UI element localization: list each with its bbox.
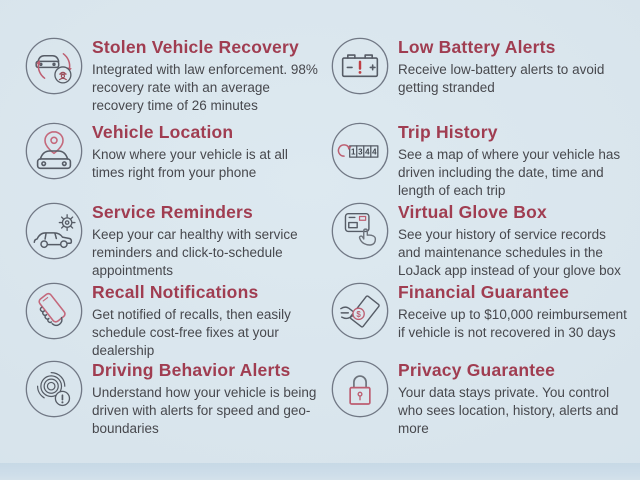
feature-title: Stolen Vehicle Recovery xyxy=(92,37,299,57)
feature-grid xyxy=(24,36,632,459)
feature-recall-notifications xyxy=(24,281,330,359)
feature-privacy-guarantee xyxy=(330,359,632,459)
feature-description: Receive up to $10,000 reimbursement if vehicle is not recovered in 30 days xyxy=(398,307,627,340)
feature-title: Financial Guarantee xyxy=(398,282,570,302)
feature-description: See a map of where your vehicle has driven including the date, time and length of each trip xyxy=(398,147,621,198)
feature-description: Your data stays private. You control who sees location, history, alerts and more xyxy=(398,385,619,436)
service-reminders-icon xyxy=(24,201,84,261)
bottom-band xyxy=(0,463,640,480)
odometer-digit: 3 xyxy=(358,147,363,157)
feature-title: Privacy Guarantee xyxy=(398,360,556,380)
feature-title: Virtual Glove Box xyxy=(398,202,547,222)
driving-behavior-alerts-icon xyxy=(24,359,84,419)
feature-virtual-glove-box xyxy=(330,201,632,281)
odometer-digit: 4 xyxy=(365,147,370,157)
trip-history-icon xyxy=(330,121,390,181)
feature-title: Trip History xyxy=(398,122,498,142)
virtual-glove-box-icon xyxy=(330,201,390,261)
feature-description: Get notified of recalls, then easily schedule cost-free fixes at your dealership xyxy=(92,307,291,358)
feature-title: Service Reminders xyxy=(92,202,253,222)
feature-financial-guarantee xyxy=(330,281,632,359)
feature-title: Recall Notifications xyxy=(92,282,259,302)
odometer-digit: 4 xyxy=(372,147,377,157)
odometer-digit: 1 xyxy=(351,147,356,157)
feature-description: Keep your car healthy with service reminders and click-to-schedule appointments xyxy=(92,227,298,278)
financial-guarantee-icon xyxy=(330,281,390,341)
feature-description: Understand how your vehicle is being driven with alerts for speed and geo-boundaries xyxy=(92,385,317,436)
feature-description: Integrated with law enforcement. 98% recovery rate with an average recovery time of 26 minutes xyxy=(92,62,318,113)
feature-low-battery-alerts xyxy=(330,36,632,121)
feature-vehicle-location xyxy=(24,121,330,201)
feature-description: See your history of service records and maintenance schedules in the LoJack app instead of your glove box xyxy=(398,227,621,278)
recall-notifications-icon xyxy=(24,281,84,341)
stolen-vehicle-recovery-icon xyxy=(24,36,84,96)
feature-stolen-vehicle-recovery xyxy=(24,36,330,121)
low-battery-alerts-icon xyxy=(330,36,390,96)
feature-title: Low Battery Alerts xyxy=(398,37,556,57)
feature-title: Driving Behavior Alerts xyxy=(92,360,291,380)
feature-trip-history xyxy=(330,121,632,201)
feature-description: Know where your vehicle is at all times right from your phone xyxy=(92,147,288,180)
feature-driving-behavior-alerts xyxy=(24,359,330,459)
vehicle-location-icon xyxy=(24,121,84,181)
feature-title: Vehicle Location xyxy=(92,122,234,142)
dollar-symbol: $ xyxy=(356,309,361,319)
privacy-guarantee-icon xyxy=(330,359,390,419)
feature-description: Receive low-battery alerts to avoid getting stranded xyxy=(398,62,605,95)
feature-service-reminders xyxy=(24,201,330,281)
